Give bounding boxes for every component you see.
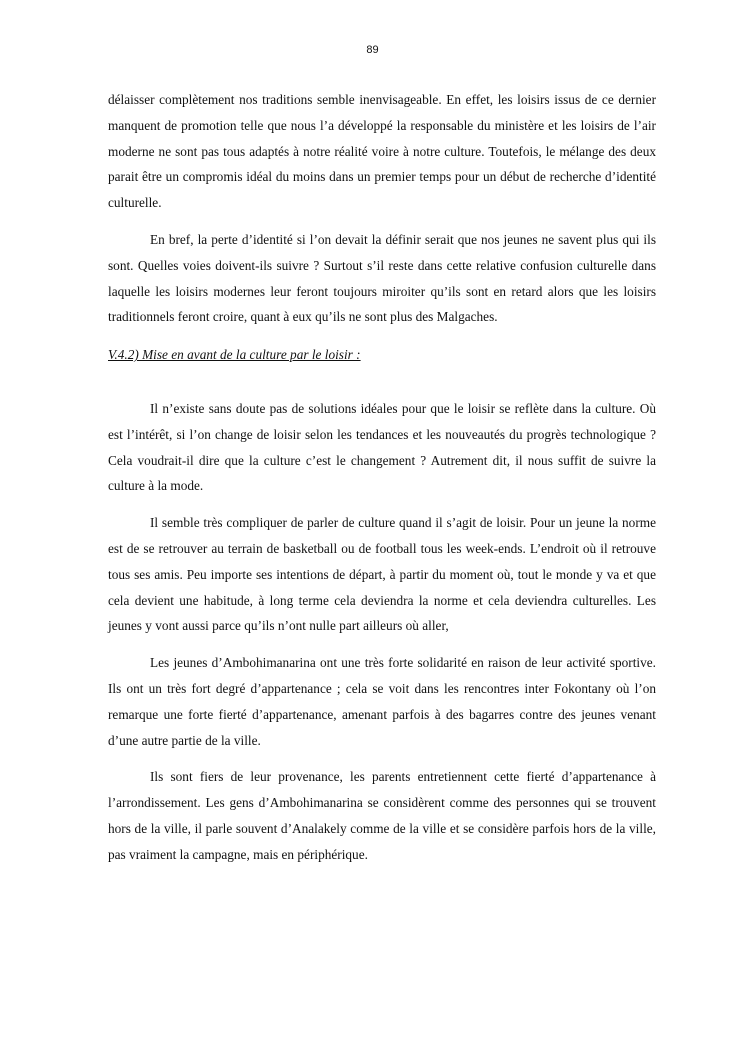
paragraph-3: Il n’existe sans doute pas de solutions idéales pour que le loisir se reflète dans la culture. Où est l’intérêt, si l’on change de loisir selon les tendances et les nouveautés du progrès technologique ? Cela voudrait-il dire que la culture c’est le changement ? Autrement dit, il nous suffit de suivre la culture à la mode. bbox=[108, 400, 656, 494]
paragraph-6: Ils sont fiers de leur provenance, les parents entretiennent cette fierté d’appartenance à l’arrondissement. Les gens d’Ambohimanarina se considèrent comme des personnes qui se trouvent hors de la ville, il parle souvent d’Analakely comme de la ville et se considère parfois hors de la ville, pas vraiment la campagne, mais en périphérique. bbox=[108, 769, 656, 862]
section-heading: V.4.2) Mise en avant de la culture par le loisir : bbox=[108, 347, 361, 363]
document-body bbox=[108, 87, 656, 868]
paragraph-1: délaisser complètement nos traditions semble inenvisageable. En effet, les loisirs issus de ce dernier manquent de promotion telle que nous l’a développé la responsable du ministère et les loisirs de l’air moderne ne sont pas tous adaptés à notre réalité voire à notre culture. Toutefois, le mélange des deux parait être un compromis idéal du moins dans un premier temps pour un début de recherche d’identité culturelle. bbox=[108, 92, 656, 211]
paragraph-5: Les jeunes d’Ambohimanarina ont une très forte solidarité en raison de leur activité sportive. Ils ont un très fort degré d’appartenance ; cela se voit dans les rencontres inter Fokontany où l’on remarque une forte fierté d’appartenance, amenant parfois à des bagarres contre des jeunes venant d’une autre partie de la ville. bbox=[108, 655, 656, 748]
paragraph-2: En bref, la perte d’identité si l’on devait la définir serait que nos jeunes ne savent plus qui ils sont. Quelles voies doivent-ils suivre ? Surtout s’il reste dans cette relative confusion culturelle dans laquelle les loisirs modernes leur feront toujours miroiter qu’ils sont en retard alors que les loisirs traditionnels feront croire, quant à eux qu’ils ne sont plus des Malgaches. bbox=[108, 231, 656, 325]
paragraph-4: Il semble très compliquer de parler de culture quand il s’agit de loisir. Pour un jeune la norme est de se retrouver au terrain de basketball ou de football tous les week-ends. L’endroit où il retrouve tous ses amis. Peu importe ses intentions de départ, à partir du moment où, tout le monde y va et que cela devient une habitude, à long terme cela deviendra la norme et cela deviendra culturelles. Les jeunes y vont aussi parce qu’ils n’ont nulle part ailleurs où aller, bbox=[108, 515, 656, 634]
page-number: 89 bbox=[366, 44, 379, 56]
